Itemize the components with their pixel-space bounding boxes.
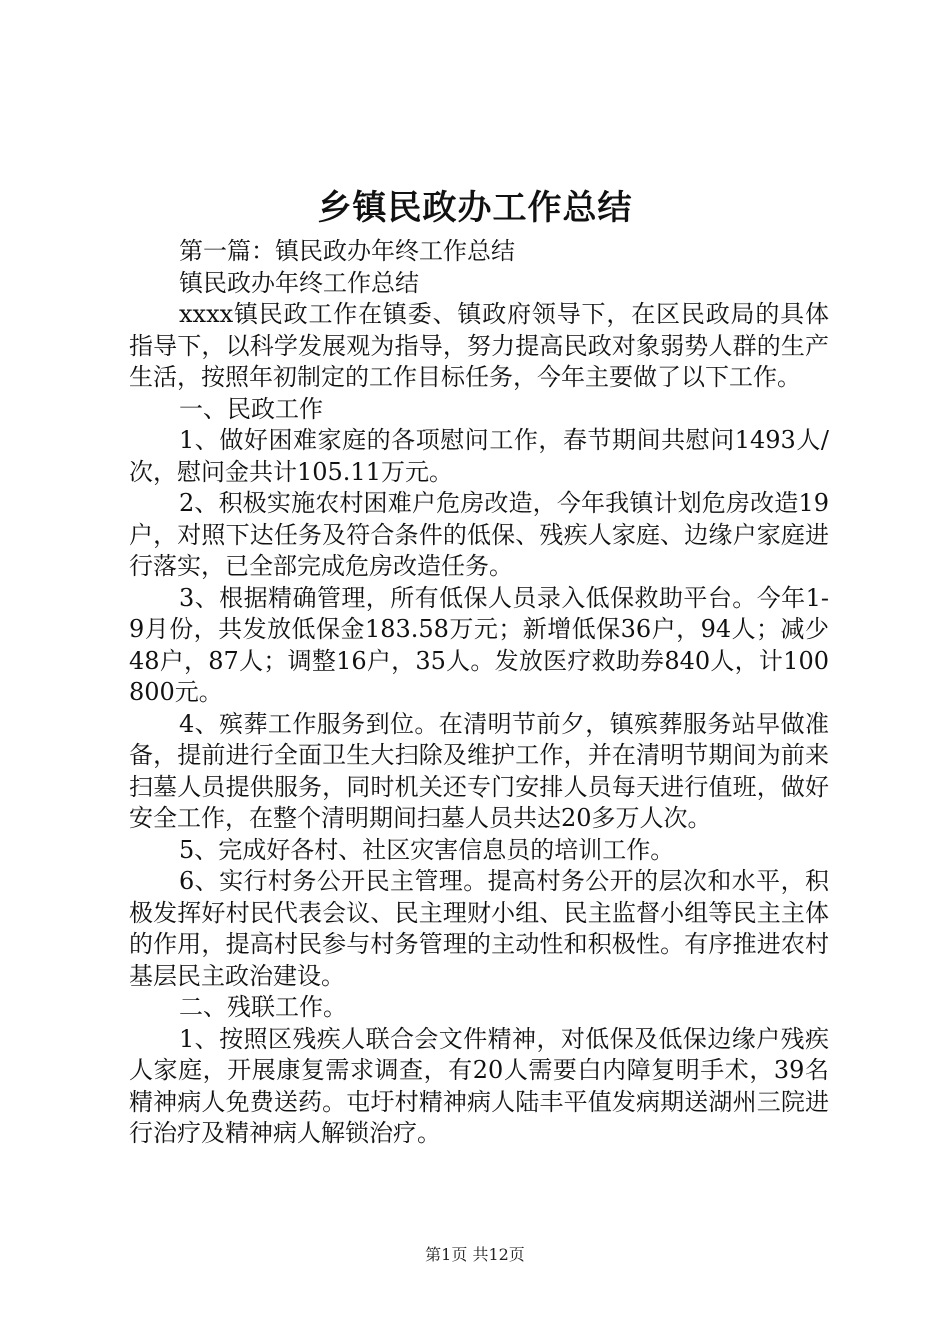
page-footer: 第1页 共12页 — [425, 1245, 525, 1264]
document-body — [129, 236, 829, 1150]
document-title: 乡镇民政办工作总结 — [317, 188, 633, 228]
paragraph-disability-1: 1、按照区残疾人联合会文件精神，对低保及低保边缘户残疾人家庭，开展康复需求调查，有20人需要白内障复明手术，39名精神病人免费送药。屯圩村精神病人陆丰平值发病期送湖州三院进行治疗及精神病人解锁治疗。 — [129, 1024, 829, 1147]
section-heading-first: 第一篇：镇民政办年终工作总结 — [179, 237, 515, 265]
paragraph-item-2: 2、积极实施农村困难户危房改造，今年我镇计划危房改造19户，对照下达任务及符合条件的低保、残疾人家庭、边缘户家庭进行落实，已全部完成危房改造任务。 — [129, 489, 829, 580]
paragraph-item-4: 4、殡葬工作服务到位。在清明节前夕，镇殡葬服务站早做准备，提前进行全面卫生大扫除及维护工作，并在清明节期间为前来扫墓人员提供服务，同时机关还专门安排人员每天进行值班，做好安全工作，在整个清明期间扫墓人员共达20多万人次。 — [129, 709, 829, 832]
intro-paragraph: xxxx镇民政工作在镇委、镇政府领导下，在区民政局的具体指导下，以科学发展观为指导，努力提高民政对象弱势人群的生产生活，按照年初制定的工作目标任务，今年主要做了以下工作。 — [129, 300, 829, 391]
section-heading-civil-affairs: 一、民政工作 — [179, 394, 323, 423]
paragraph-item-5: 5、完成好各村、社区灾害信息员的培训工作。 — [179, 835, 675, 864]
paragraph-item-1: 1、做好困难家庭的各项慰问工作，春节期间共慰问1493人/次，慰问金共计105.11万元。 — [129, 426, 829, 486]
paragraph-item-6: 6、实行村务公开民主管理。提高村务公开的层次和水平，积极发挥好村民代表会议、民主理财小组、民主监督小组等民主主体的作用，提高村民参与村务管理的主动性和积极性。有序推进农村基层民主政治建设。 — [129, 867, 829, 990]
section-heading-disability: 二、残联工作。 — [179, 993, 347, 1021]
subtitle: 镇民政办年终工作总结 — [179, 268, 419, 297]
paragraph-item-3: 3、根据精确管理，所有低保人员录入低保救助平台。今年1-9月份，共发放低保金183.58万元；新增低保36户，94人；减少48户，87人；调整16户，35人。发放医疗救助券840人，计100800元。 — [129, 583, 829, 706]
